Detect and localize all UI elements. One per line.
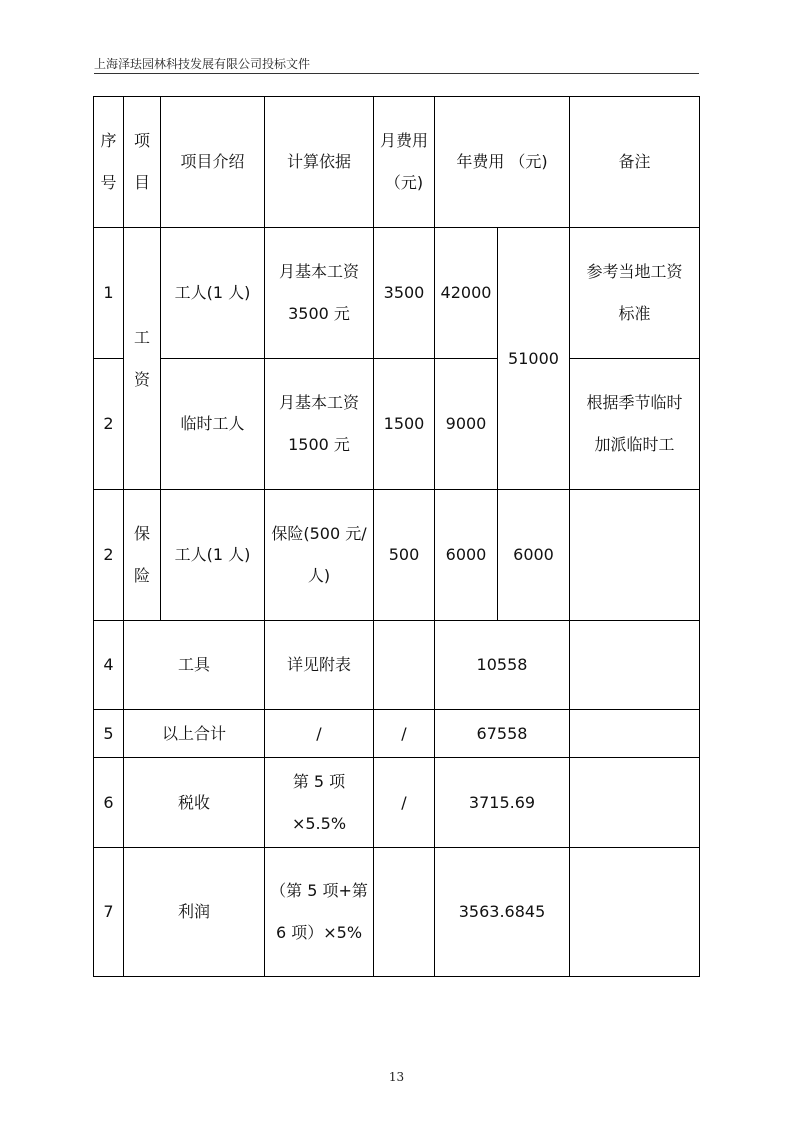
row-remark [570,490,700,621]
budget-table [93,96,700,977]
row-remark [570,758,700,848]
row-monthly: 3500 [374,228,435,359]
table-header-row [94,97,700,228]
header-basis: 计算依据 [265,97,374,228]
row-subtotal: 51000 [498,228,570,490]
document-header: 上海泽珐园林科技发展有限公司投标文件 [94,57,311,71]
row-intro: 临时工人 [161,359,265,490]
table-row [94,758,700,848]
row-monthly: / [374,710,435,758]
row-annual: 67558 [435,710,570,758]
row-seq: 5 [94,710,124,758]
row-monthly: 1500 [374,359,435,490]
header-item: 项 目 [124,97,161,228]
row-remark [570,848,700,977]
row-annual: 9000 [435,359,498,490]
row-label: 以上合计 [124,710,265,758]
table-row [94,359,700,490]
header-monthly: 月费用 （元) [374,97,435,228]
row-basis: 月基本工资 3500 元 [265,228,374,359]
header-remark: 备注 [570,97,700,228]
header-seq: 序 号 [94,97,124,228]
row-remark [570,621,700,710]
row-seq: 7 [94,848,124,977]
row-basis: 详见附表 [265,621,374,710]
row-seq: 6 [94,758,124,848]
row-label: 税收 [124,758,265,848]
row-subtotal: 6000 [498,490,570,621]
row-annual: 3715.69 [435,758,570,848]
row-annual: 42000 [435,228,498,359]
row-label: 工具 [124,621,265,710]
row-annual: 10558 [435,621,570,710]
row-monthly [374,848,435,977]
row-monthly: / [374,758,435,848]
row-annual: 6000 [435,490,498,621]
row-basis: 保险(500 元/ 人) [265,490,374,621]
table-row [94,710,700,758]
table-row [94,848,700,977]
row-basis: / [265,710,374,758]
category-insurance: 保 险 [124,490,161,621]
row-monthly: 500 [374,490,435,621]
category-wages: 工 资 [124,228,161,490]
table-row [94,228,700,359]
table-row [94,490,700,621]
header-intro: 项目介绍 [161,97,265,228]
row-remark: 根据季节临时 加派临时工 [570,359,700,490]
header-annual: 年费用 （元) [435,97,570,228]
row-intro: 工人(1 人) [161,490,265,621]
page-number: 13 [388,1070,405,1084]
table-row [94,621,700,710]
row-basis: （第 5 项+第 6 项）×5% [265,848,374,977]
row-annual: 3563.6845 [435,848,570,977]
row-label: 利润 [124,848,265,977]
row-intro: 工人(1 人) [161,228,265,359]
row-seq: 2 [94,490,124,621]
row-monthly [374,621,435,710]
header-rule [94,73,699,74]
row-basis: 月基本工资 1500 元 [265,359,374,490]
row-seq: 1 [94,228,124,359]
row-seq: 4 [94,621,124,710]
row-remark: 参考当地工资 标准 [570,228,700,359]
row-seq: 2 [94,359,124,490]
row-basis: 第 5 项 ×5.5% [265,758,374,848]
row-remark [570,710,700,758]
